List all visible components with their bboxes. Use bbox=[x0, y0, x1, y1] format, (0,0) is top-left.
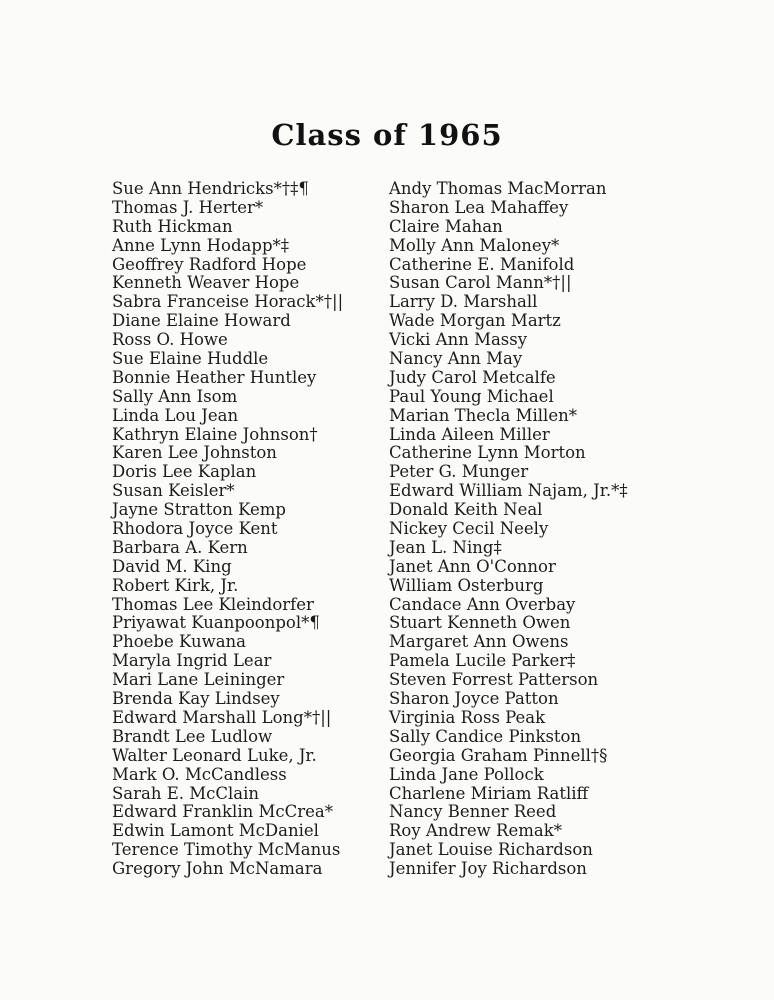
name-entry: Catherine Lynn Morton bbox=[389, 443, 586, 463]
name-entry: Candace Ann Overbay bbox=[389, 594, 576, 614]
name-entry: Priyawat Kuanpoonpol*¶ bbox=[112, 613, 320, 633]
name-entry: Sally Ann Isom bbox=[112, 386, 238, 406]
name-entry: Susan Keisler* bbox=[112, 481, 235, 501]
name-entry: Phoebe Kuwana bbox=[112, 632, 247, 652]
name-entry: Rhodora Joyce Kent bbox=[112, 519, 278, 539]
name-entry: Virginia Ross Peak bbox=[389, 707, 546, 727]
name-entry: Paul Young Michael bbox=[389, 386, 554, 406]
name-entry: Sue Ann Hendricks*†‡¶ bbox=[112, 179, 309, 198]
name-entry: Edward William Najam, Jr.*‡ bbox=[389, 481, 628, 501]
name-entry: Janet Louise Richardson bbox=[389, 840, 593, 860]
name-entry: Pamela Lucile Parker‡ bbox=[389, 651, 576, 671]
name-entry: Edward Franklin McCrea* bbox=[112, 802, 333, 822]
name-entry: Doris Lee Kaplan bbox=[112, 462, 257, 482]
name-entry: Claire Mahan bbox=[389, 216, 503, 236]
name-entry: Barbara A. Kern bbox=[112, 537, 248, 557]
page-title: Class of 1965 bbox=[271, 118, 503, 152]
name-entry: Donald Keith Neal bbox=[389, 500, 543, 520]
name-entry: Kenneth Weaver Hope bbox=[112, 273, 300, 293]
name-entry: Thomas J. Herter* bbox=[112, 197, 264, 217]
name-entry: Ruth Hickman bbox=[112, 216, 233, 236]
name-entry: Stuart Kenneth Owen bbox=[389, 613, 571, 633]
name-entry: Jennifer Joy Richardson bbox=[389, 859, 587, 879]
name-entry: Charlene Miriam Ratliff bbox=[389, 783, 589, 803]
name-entry: Walter Leonard Luke, Jr. bbox=[112, 745, 317, 765]
name-entry: Diane Elaine Howard bbox=[112, 311, 291, 331]
name-entry: Andy Thomas MacMorran bbox=[389, 179, 607, 198]
name-entry: Larry D. Marshall bbox=[389, 292, 538, 312]
name-entry: Wade Morgan Martz bbox=[389, 311, 561, 331]
name-entry: Robert Kirk, Jr. bbox=[112, 575, 239, 595]
name-entry: Sarah E. McClain bbox=[112, 783, 260, 803]
name-entry: Linda Lou Jean bbox=[112, 405, 239, 425]
name-entry: Sally Candice Pinkston bbox=[389, 726, 582, 746]
name-entry: Mark O. McCandless bbox=[112, 764, 287, 784]
name-entry: Geoffrey Radford Hope bbox=[112, 254, 307, 274]
name-entry: Nancy Ann May bbox=[389, 349, 523, 369]
name-entry: David M. King bbox=[112, 556, 232, 576]
name-entry: Maryla Ingrid Lear bbox=[112, 651, 272, 671]
name-entry: Margaret Ann Owens bbox=[389, 632, 569, 652]
name-entry: Mari Lane Leininger bbox=[112, 670, 285, 690]
name-entry: Nickey Cecil Neely bbox=[389, 519, 549, 539]
name-entry: Linda Aileen Miller bbox=[389, 424, 550, 444]
name-entry: Kathryn Elaine Johnson† bbox=[112, 424, 318, 444]
name-entry: Judy Carol Metcalfe bbox=[389, 367, 556, 387]
name-entry: Linda Jane Pollock bbox=[389, 764, 544, 784]
name-entry: Nancy Benner Reed bbox=[389, 802, 557, 822]
name-entry: Thomas Lee Kleindorfer bbox=[112, 594, 314, 614]
name-entry: Sharon Lea Mahaffey bbox=[389, 197, 569, 217]
name-entry: Steven Forrest Patterson bbox=[389, 670, 599, 690]
name-entry: Marian Thecla Millen* bbox=[389, 405, 577, 425]
name-entry: Jean L. Ning‡ bbox=[389, 537, 502, 557]
name-entry: Edwin Lamont McDaniel bbox=[112, 821, 319, 841]
name-entry: Roy Andrew Remak* bbox=[389, 821, 562, 841]
name-entry: Terence Timothy McManus bbox=[112, 840, 341, 860]
name-entry: Bonnie Heather Huntley bbox=[112, 367, 317, 387]
name-entry: Georgia Graham Pinnell†§ bbox=[389, 745, 608, 765]
name-entry: Sue Elaine Huddle bbox=[112, 349, 269, 369]
name-entry: Sharon Joyce Patton bbox=[389, 689, 559, 709]
name-entry: Anne Lynn Hodapp*‡ bbox=[112, 235, 290, 255]
name-entry: Brenda Kay Lindsey bbox=[112, 689, 280, 709]
name-entry: Peter G. Munger bbox=[389, 462, 529, 482]
left-name-column bbox=[112, 180, 343, 879]
name-entry: Jayne Stratton Kemp bbox=[112, 500, 286, 520]
name-entry: Susan Carol Mann*†|| bbox=[389, 273, 572, 293]
name-entry: Molly Ann Maloney* bbox=[389, 235, 560, 255]
right-name-column bbox=[389, 180, 628, 879]
name-entry: Catherine E. Manifold bbox=[389, 254, 575, 274]
name-entry: Sabra Franceise Horack*†|| bbox=[112, 292, 344, 312]
name-entry: Gregory John McNamara bbox=[112, 859, 323, 879]
name-entry: Brandt Lee Ludlow bbox=[112, 726, 273, 746]
name-entry: William Osterburg bbox=[389, 575, 544, 595]
name-entry: Vicki Ann Massy bbox=[389, 330, 528, 350]
name-entry: Karen Lee Johnston bbox=[112, 443, 277, 463]
name-entry: Ross O. Howe bbox=[112, 330, 228, 350]
name-entry: Janet Ann O'Connor bbox=[389, 556, 556, 576]
name-entry: Edward Marshall Long*†|| bbox=[112, 707, 332, 727]
